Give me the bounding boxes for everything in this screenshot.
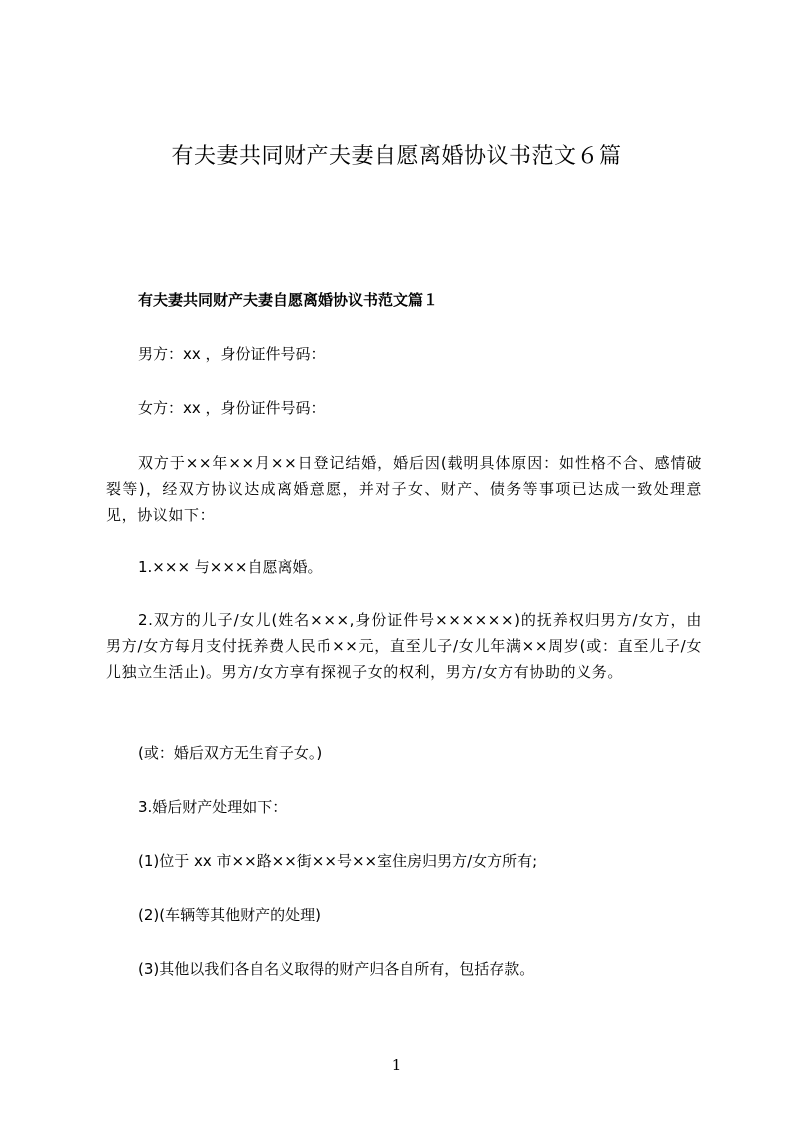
section-heading: 有夫妻共同财产夫妻自愿离婚协议书范文篇１: [138, 291, 439, 309]
clause-3: 3.婚后财产处理如下：: [138, 798, 288, 816]
female-party-line: 女方：xx ，身份证件号码：: [138, 399, 326, 417]
male-party-line: 男方：xx ，身份证件号码：: [138, 345, 326, 363]
clause-2-alternative: (或：婚后双方无生育子女。): [138, 744, 323, 762]
clause-3-item-3: (3)其他以我们各自名义取得的财产归各自所有，包括存款。: [138, 960, 535, 978]
page-number: 1: [391, 1056, 402, 1074]
clause-1: 1.××× 与×××自愿离婚。: [138, 558, 323, 576]
document-title: 有夫妻共同财产夫妻自愿离婚协议书范文６篇: [171, 144, 622, 169]
clause-3-item-2: (2)(车辆等其他财产的处理): [138, 906, 321, 924]
clause-2: 2.双方的儿子/女儿(姓名×××,身份证件号××××××)的抚养权归男方/女方，由男方/女方每月支付抚养费人民币××元，直至儿子/女儿年满××周岁(或：直至儿子/女儿独立生活止)。男方/女方享有探视子女的权利，男方/女方有协助的义务。: [106, 611, 702, 681]
intro-paragraph: 双方于××年××月××日登记结婚，婚后因(载明具体原因：如性格不合、感情破裂等)，经双方协议达成离婚意愿，并对子女、财产、债务等事项已达成一致处理意见，协议如下：: [106, 454, 702, 524]
clause-3-item-1: (1)位于 xx 市××路××街××号××室住房归男方/女方所有;: [138, 852, 538, 870]
